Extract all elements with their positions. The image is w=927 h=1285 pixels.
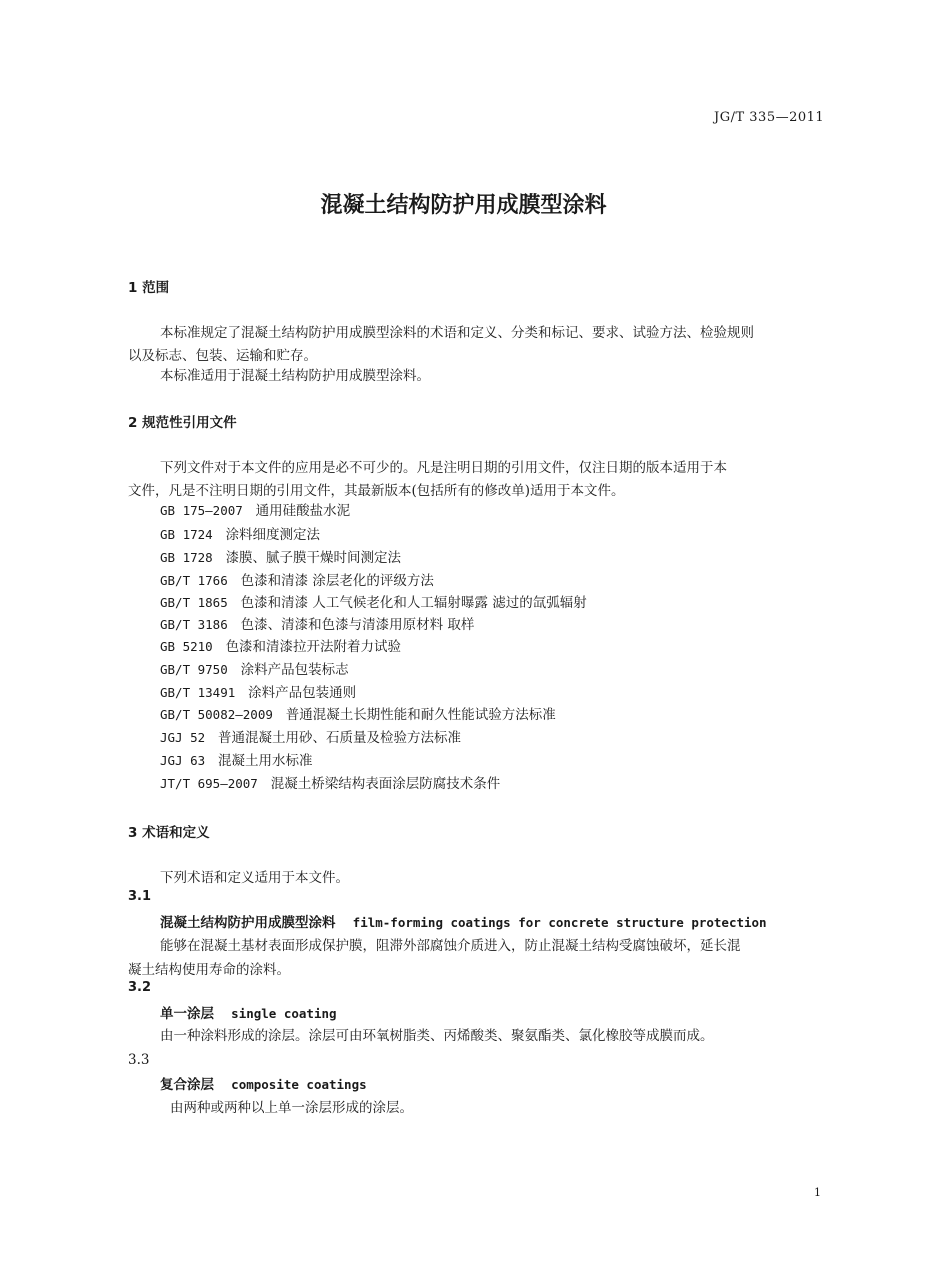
section-1-para-1-cont: 以及标志、包装、运输和贮存。 <box>128 348 317 364</box>
reference-code: GB/T 1865 <box>160 595 228 610</box>
clause-number: 3.3 <box>128 1052 150 1068</box>
reference-item <box>160 569 434 589</box>
reference-item <box>160 681 356 701</box>
section-3-heading: 3 术语和定义 <box>128 825 210 841</box>
term-zh: 混凝土结构防护用成膜型涂料 <box>160 915 336 931</box>
term-zh: 复合涂层 <box>160 1077 214 1093</box>
reference-item <box>160 772 500 792</box>
term-en: composite coatings <box>231 1077 367 1092</box>
reference-title: 色漆和清漆拉开法附着力试验 <box>225 639 402 655</box>
reference-title: 色漆和清漆 人工气候老化和人工辐射曝露 滤过的氙弧辐射 <box>240 595 587 611</box>
section-1-para-1: 本标准规定了混凝土结构防护用成膜型涂料的术语和定义、分类和标记、要求、试验方法、检验规则 <box>160 325 754 341</box>
term-entry <box>160 1002 337 1022</box>
page-number: 1 <box>814 1186 821 1199</box>
reference-title: 色漆和清漆 涂层老化的评级方法 <box>240 573 434 589</box>
reference-code: GB 175—2007 <box>160 503 243 518</box>
reference-item <box>160 546 401 566</box>
term-en: film-forming coatings for concrete structure protection <box>352 915 767 930</box>
reference-code: GB/T 50082—2009 <box>160 707 273 722</box>
reference-title: 漆膜、腻子膜干燥时间测定法 <box>225 550 402 566</box>
term-zh: 单一涂层 <box>160 1006 214 1022</box>
document-title: 混凝土结构防护用成膜型涂料 <box>320 193 607 218</box>
section-1-para-2: 本标准适用于混凝土结构防护用成膜型涂料。 <box>160 368 430 384</box>
reference-code: GB/T 1766 <box>160 573 228 588</box>
standard-number: JG/T 335—2011 <box>714 110 825 125</box>
reference-item <box>160 635 401 655</box>
reference-title: 通用硅酸盐水泥 <box>255 503 351 519</box>
reference-title: 涂料细度测定法 <box>225 527 321 543</box>
section-2-intro: 下列文件对于本文件的应用是必不可少的。凡是注明日期的引用文件，仅注日期的版本适用于本 <box>160 460 727 476</box>
reference-item <box>160 499 350 519</box>
reference-title: 混凝土用水标准 <box>218 753 313 769</box>
clause-number: 3.1 <box>128 889 152 904</box>
term-definition: 由一种涂料形成的涂层。涂层可由环氧树脂类、丙烯酸类、聚氨酯类、氯化橡胶等成膜而成。 <box>160 1028 714 1044</box>
reference-item <box>160 591 587 611</box>
section-3-intro: 下列术语和定义适用于本文件。 <box>160 870 349 886</box>
term-definition-cont: 凝土结构使用寿命的涂料。 <box>128 962 290 978</box>
reference-code: GB/T 13491 <box>160 685 236 700</box>
reference-title: 色漆、清漆和色漆与清漆用原材料 取样 <box>240 617 475 633</box>
reference-code: GB 1724 <box>160 527 213 542</box>
term-definition: 能够在混凝土基材表面形成保护膜，阻滞外部腐蚀介质进入，防止混凝土结构受腐蚀破坏，延长混 <box>160 938 741 954</box>
reference-code: GB/T 9750 <box>160 662 228 677</box>
term-en: single coating <box>231 1006 337 1021</box>
reference-item <box>160 726 461 746</box>
reference-code: JGJ 63 <box>160 753 206 768</box>
section-2-heading: 2 规范性引用文件 <box>128 415 237 431</box>
reference-title: 混凝土桥梁结构表面涂层防腐技术条件 <box>270 776 501 792</box>
section-2-intro-cont: 文件，凡是不注明日期的引用文件，其最新版本(包括所有的修改单)适用于本文件。 <box>128 483 625 499</box>
term-definition: 由两种或两种以上单一涂层形成的涂层。 <box>170 1100 413 1116</box>
reference-item <box>160 613 474 633</box>
reference-title: 普通混凝土长期性能和耐久性能试验方法标准 <box>285 707 556 723</box>
reference-code: JGJ 52 <box>160 730 206 745</box>
term-entry <box>160 1073 367 1093</box>
clause-number: 3.2 <box>128 980 152 995</box>
reference-item <box>160 749 313 769</box>
reference-code: GB/T 3186 <box>160 617 228 632</box>
section-1-heading: 1 范围 <box>128 280 170 296</box>
reference-code: GB 1728 <box>160 550 213 565</box>
term-entry <box>160 911 767 931</box>
reference-code: GB 5210 <box>160 639 213 654</box>
reference-item <box>160 703 556 723</box>
reference-item <box>160 658 349 678</box>
reference-title: 涂料产品包装标志 <box>240 662 349 678</box>
reference-title: 普通混凝土用砂、石质量及检验方法标准 <box>218 730 462 746</box>
reference-title: 涂料产品包装通则 <box>248 685 357 701</box>
reference-code: JT/T 695—2007 <box>160 776 258 791</box>
reference-item <box>160 523 320 543</box>
